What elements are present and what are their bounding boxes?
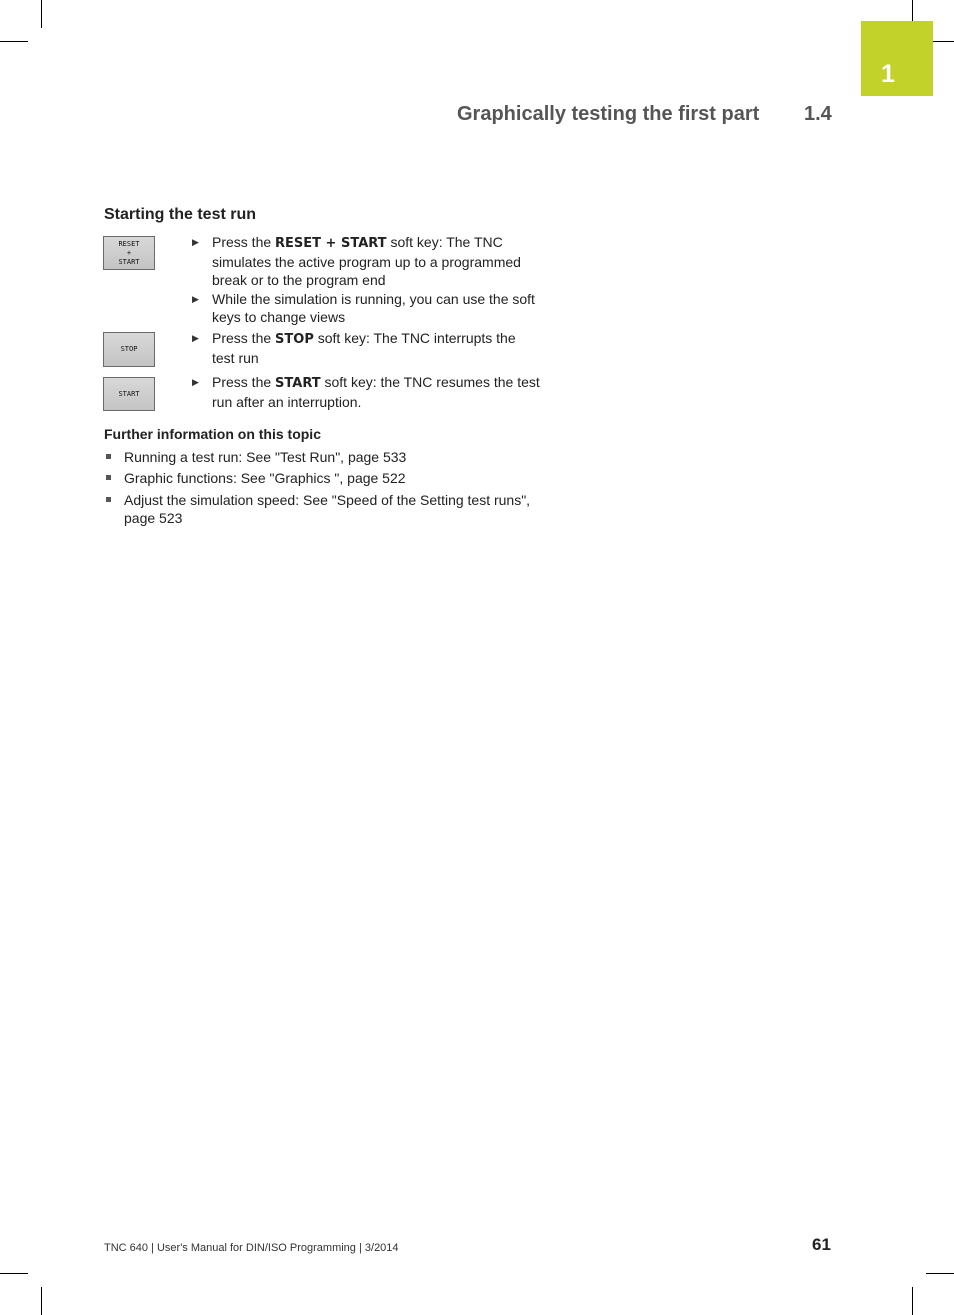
- crop-mark: [912, 1287, 913, 1315]
- start-softkey[interactable]: [103, 377, 155, 411]
- triangle-icon: ▶: [192, 333, 199, 343]
- crop-mark: [41, 1287, 42, 1315]
- crop-mark: [41, 0, 42, 28]
- softkey-label: START: [118, 389, 140, 398]
- list-item: [104, 448, 534, 466]
- step-item: ▶ Press the STOP soft key: The TNC interrupts the test run: [192, 330, 516, 366]
- crop-mark: [0, 41, 28, 42]
- cross-reference-link[interactable]: Running a test run: See "Test Run", page 533: [124, 449, 407, 465]
- triangle-icon: ▶: [192, 294, 199, 304]
- softkey-name: START: [275, 376, 321, 391]
- section-heading: Starting the test run: [104, 206, 257, 223]
- softkey-label: +: [126, 248, 132, 257]
- step-item: ▶ Press the RESET + START soft key: The TNC simulates the active program up to a programmed break or to the program end: [192, 234, 521, 288]
- crop-mark: [926, 1273, 954, 1274]
- crop-mark: [0, 1273, 28, 1274]
- step-item: ▶ Press the START soft key: the TNC resumes the test run after an interruption.: [192, 374, 540, 410]
- softkey-name: RESET + START: [275, 236, 387, 251]
- softkey-label: STOP: [120, 345, 138, 353]
- step-item: ▶ While the simulation is running, you can use the soft keys to change views: [192, 291, 535, 325]
- running-header: [457, 103, 832, 126]
- bullet-square-icon: [106, 454, 111, 459]
- header-title: Graphically testing the first part: [457, 103, 760, 125]
- stop-softkey[interactable]: [103, 332, 155, 367]
- cross-reference-link[interactable]: Graphic functions: See "Graphics ", page 522: [124, 470, 406, 486]
- page-number: 61: [812, 1235, 831, 1254]
- further-info-heading: Further information on this topic: [104, 426, 321, 442]
- cross-reference-link[interactable]: Adjust the simulation speed: See "Speed of the Setting test runs", page 523: [124, 492, 531, 526]
- reset-start-softkey[interactable]: [103, 236, 155, 270]
- softkey-name: STOP: [275, 332, 314, 347]
- list-item: [104, 491, 534, 527]
- list-item: [104, 469, 534, 487]
- header-section-number: 1.4: [804, 103, 832, 125]
- softkey-label: START: [118, 257, 140, 266]
- triangle-icon: ▶: [192, 377, 199, 387]
- chapter-tab: 1: [861, 21, 933, 96]
- bullet-square-icon: [106, 497, 111, 502]
- triangle-icon: ▶: [192, 237, 199, 247]
- bullet-square-icon: [106, 475, 111, 480]
- softkey-label: RESET: [118, 239, 140, 248]
- page-footer: TNC 640 | User's Manual for DIN/ISO Programming | 3/2014: [104, 1242, 399, 1254]
